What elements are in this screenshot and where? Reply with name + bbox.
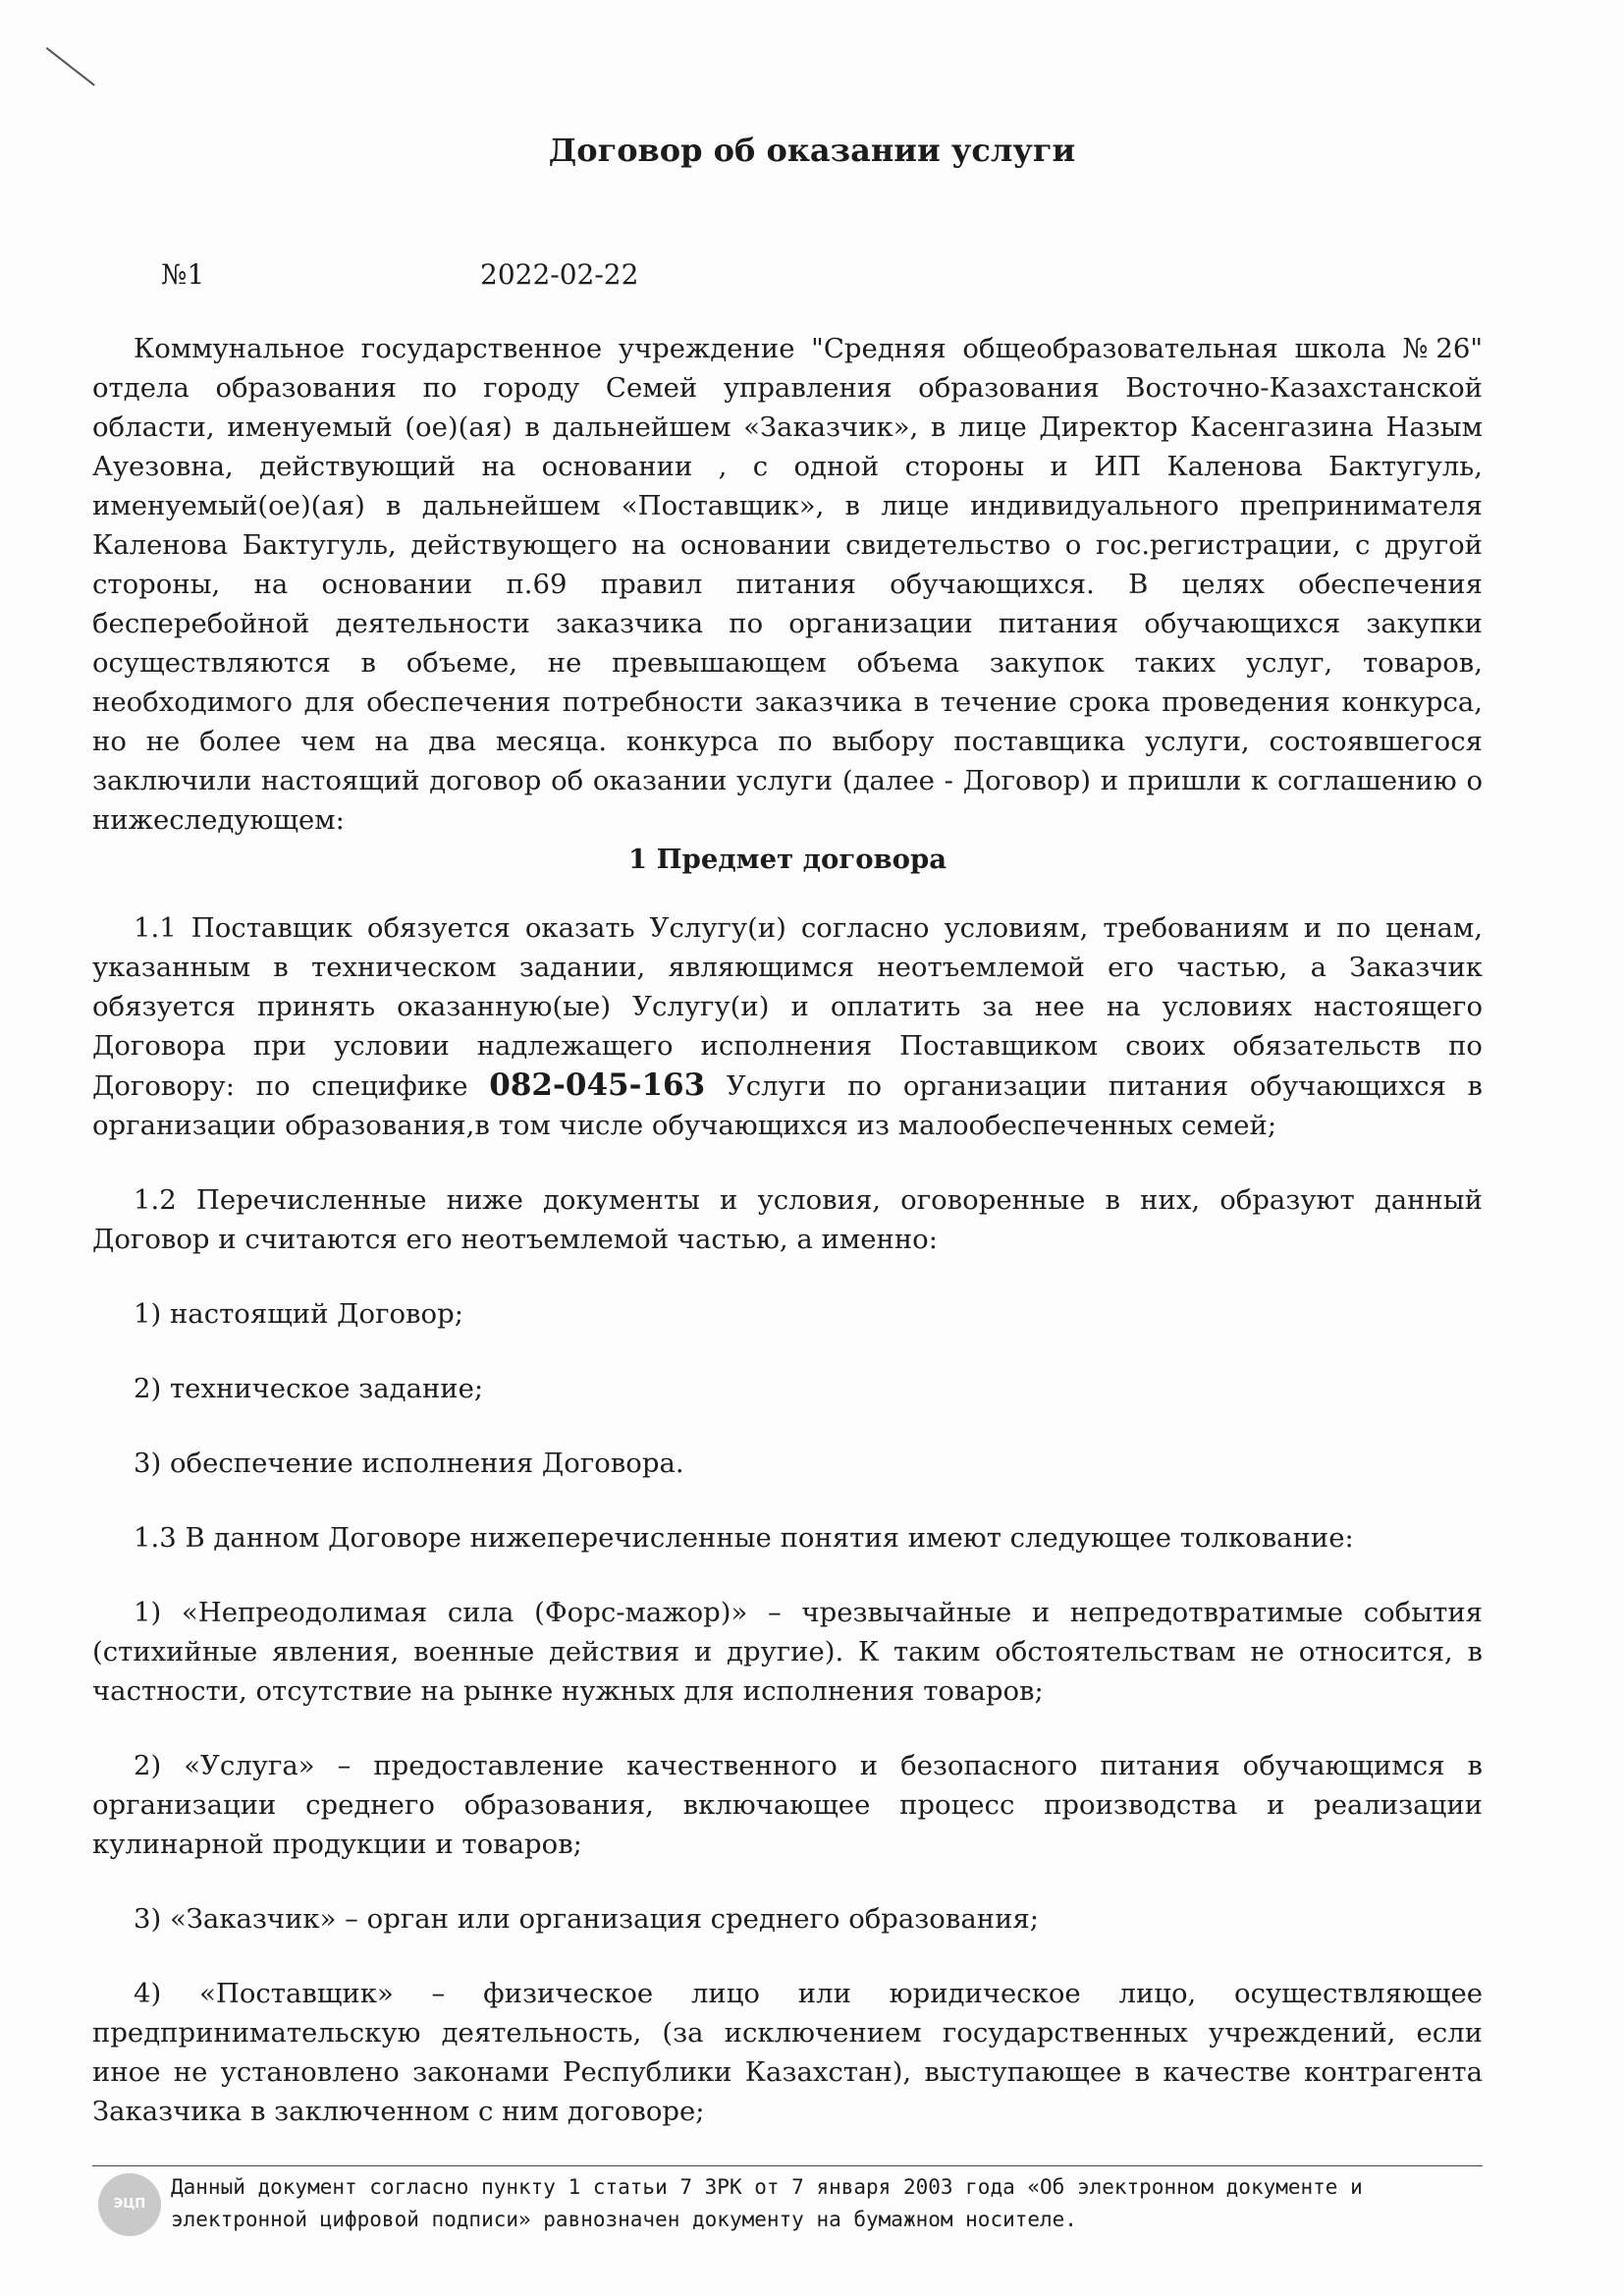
- definition-item: 4) «Поставщик» – физическое лицо или юридическое лицо, осуществляющее предпринимательскую деятельность, (за исключением государственных учреждений, если иное не установлено законами Республики Казахстан), выступающее в качестве контрагента Заказчика в заключенном с ним договоре;: [92, 1978, 1483, 2127]
- contract-date: 2022-02-22: [480, 258, 639, 291]
- footer: [98, 2167, 1483, 2236]
- contract-number: №1: [161, 258, 205, 291]
- document-title: Договор об оказании услуги: [548, 132, 1076, 169]
- clause-1-1-text-end: Услуги по организации питания обучающихся в организации образования,в том числе обучающихся из малообеспеченных семей;: [92, 1070, 1483, 1141]
- section-1-title: 1 Предмет договора: [627, 844, 947, 875]
- clause-1-1-text: 1.1 Поставщик обязуется оказать Услугу(и) согласно условиям, требованиям и по ценам, указанным в техническом задании, являющимся неотъемлемой его частью, а Заказчик обязуется принять оказанную(ые) Услугу(и) и оплатить за нее на условиях настоящего Договора при условии надлежащего исполнения Поставщиком своих обязательств по Договору: по специфике: [92, 912, 1483, 1102]
- footer-divider: [92, 2165, 1483, 2166]
- definition-item: 2) «Услуга» – предоставление качественного и безопасного питания обучающимся в организации среднего образования, включающее процесс производства и реализации кулинарной продукции и товаров;: [92, 1750, 1483, 1860]
- definition-item: 3) «Заказчик» – орган или организация среднего образования;: [134, 1903, 1040, 1935]
- list-item: 3) обеспечение исполнения Договора.: [134, 1448, 684, 1479]
- footer-notice: [171, 2171, 1483, 2236]
- clause-1-3: 1.3 В данном Договоре нижеперечисленные понятия имеют следующее толкование:: [134, 1522, 1354, 1554]
- clause-1-2: 1.2 Перечисленные ниже документы и условия, оговоренные в них, образуют данный Договор и считаются его неотъемлемой частью, а именно:: [92, 1184, 1483, 1255]
- list-item: 2) техническое задание;: [134, 1373, 484, 1404]
- pen-stroke-mark: [46, 47, 95, 86]
- preamble: Коммунальное государственное учреждение "Средняя общеобразовательная школа №26" отдела образования по городу Семей управления образования Восточно-Казахстанской области, именуемый (ое)(ая) в дальнейшем «Заказчик», в лице Директор Касенгазина Назым Ауезовна, действующий на основании , с одной стороны и ИП Каленова Бактугуль, именуемый(ое)(ая) в дальнейшем «Поставщик», в лице индивидуального препринимателя Каленова Бактугуль, действующего на основании свидетельство о гос.регистрации, с другой стороны, на основании п.69 правил питания обучающихся. В целях обеспечения бесперебойной деятельности заказчика по организации питания обучающихся закупки осуществляются в объеме, не превышающем объема закупок таких услуг, товаров, необходимого для обеспечения потребности заказчика в течение срока проведения конкурса, но не более чем на два месяца. конкурса по выбору поставщика услуги, состоявшегося заключили настоящий договор об оказании услуги (далее - Договор) и пришли к соглашению о нижеследующем:: [92, 333, 1483, 836]
- list-item: 1) настоящий Договор;: [134, 1298, 463, 1330]
- document-body: [92, 329, 1483, 2131]
- specifics-code: 082-045-163: [489, 1067, 706, 1103]
- digital-signature-seal-icon: ЭЦП: [98, 2173, 161, 2236]
- footer-line: Данный документ согласно пункту 1 статьи 7 ЗРК от 7 января 2003 года «Об электронном документе и: [171, 2175, 1363, 2199]
- footer-line: электронной цифровой подписи» равнозначен документу на бумажном носителе.: [171, 2208, 1077, 2231]
- clause-1-1: [92, 908, 1483, 1145]
- definition-item: 1) «Непреодолимая сила (Форс-мажор)» – чрезвычайные и непредотвратимые события (стихийные явления, военные действия и другие). К таким обстоятельствам не относится, в частности, отсутствие на рынке нужных для исполнения товаров;: [92, 1597, 1483, 1707]
